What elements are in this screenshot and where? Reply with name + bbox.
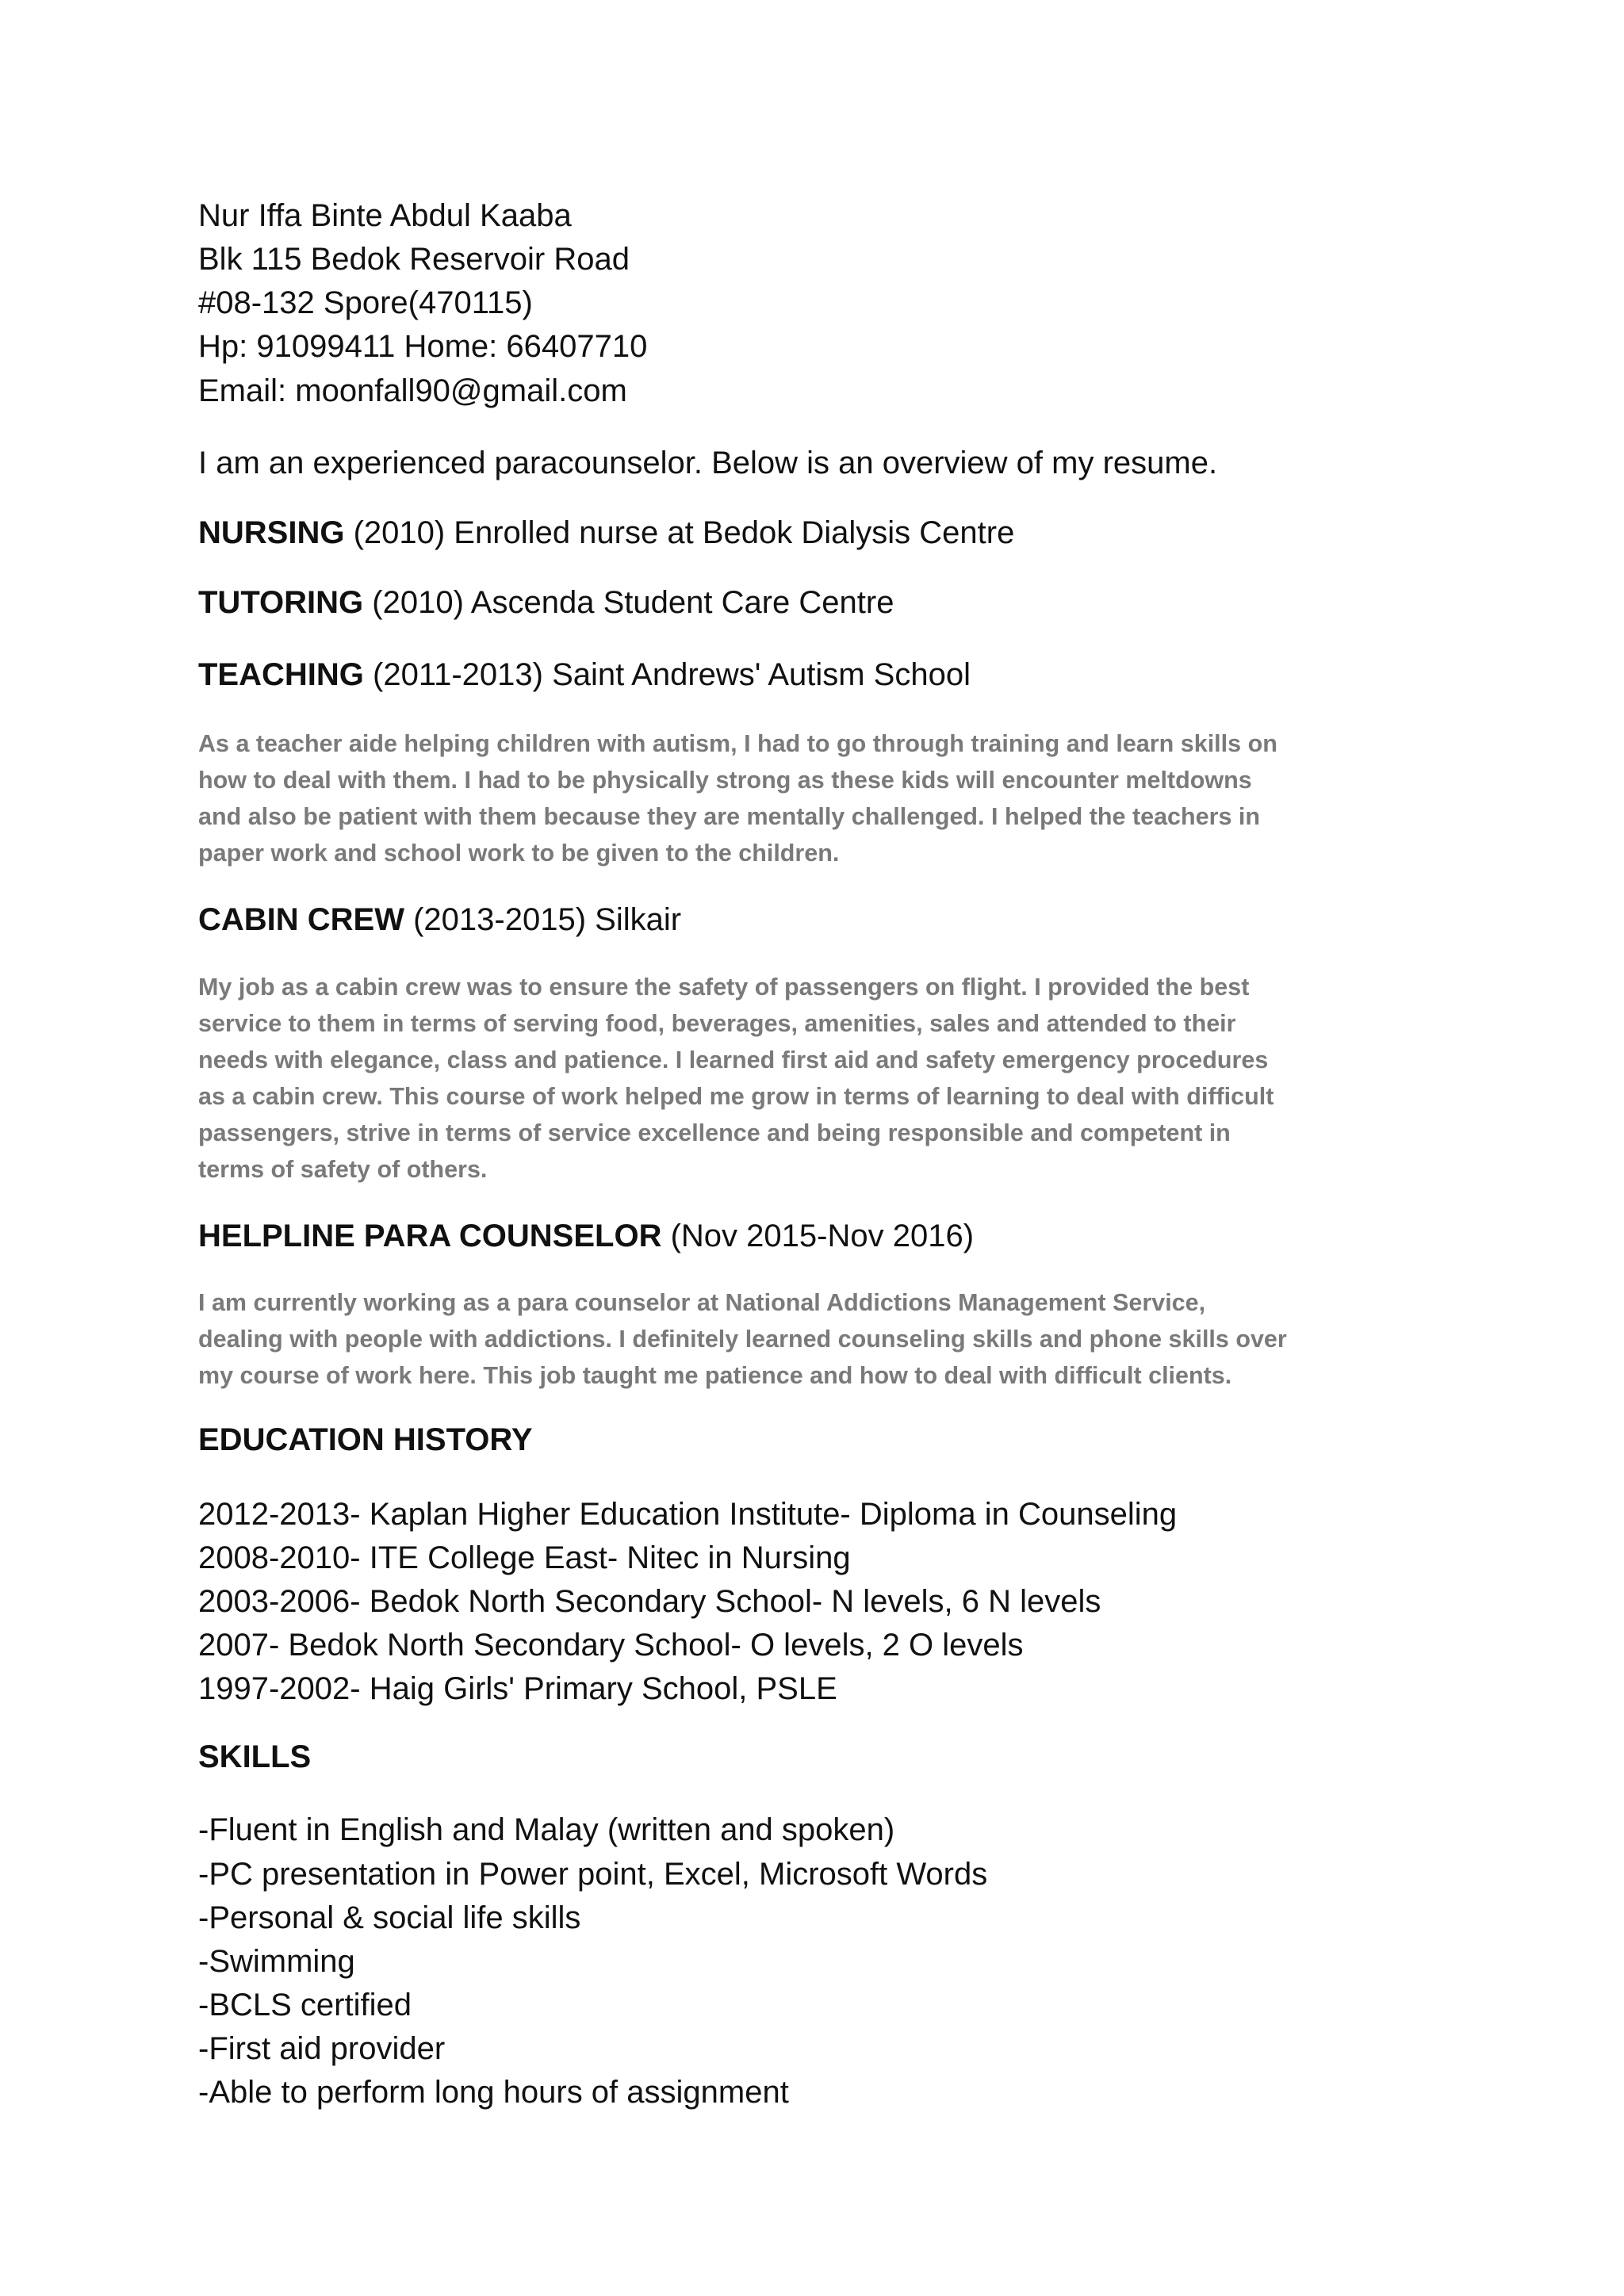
experience-helpline-description: [198, 1284, 1499, 1394]
experience-detail: (2010) Enrolled nurse at Bedok Dialysis Centre: [344, 515, 1015, 550]
resume-page: [198, 0, 1499, 2296]
skill-item: -Personal & social life skills: [198, 1900, 581, 1935]
education-item: 1997-2002- Haig Girls' Primary School, PSLE: [198, 1671, 837, 1706]
description-line: As a teacher aide helping children with autism, I had to go through training and learn skills on: [198, 730, 1277, 757]
description-line: as a cabin crew. This course of work helped me grow in terms of learning to deal with difficult: [198, 1083, 1274, 1110]
education-item: 2012-2013- Kaplan Higher Education Institute- Diploma in Counseling: [198, 1497, 1178, 1532]
skill-item: -BCLS certified: [198, 1988, 412, 2022]
experience-helpline-para-counselor: [198, 1218, 974, 1254]
experience-title: NURSING: [198, 515, 345, 550]
description-line: dealing with people with addictions. I definitely learned counseling skills and phone skills over: [198, 1326, 1287, 1353]
skill-item: -First aid provider: [198, 2031, 446, 2066]
skill-item: -Swimming: [198, 1944, 355, 1979]
skill-item: -Able to perform long hours of assignment: [198, 2075, 789, 2110]
description-line: I am currently working as a para counselor at National Addictions Management Service,: [198, 1289, 1206, 1316]
description-line: and also be patient with them because they are mentally challenged. I helped the teachers in: [198, 803, 1260, 830]
contact-email: Email: moonfall90@gmail.com: [198, 373, 627, 408]
experience-title: HELPLINE PARA COUNSELOR: [198, 1219, 662, 1253]
section-heading: SKILLS: [198, 1739, 312, 1774]
description-line: My job as a cabin crew was to ensure the safety of passengers on flight. I provided the best: [198, 974, 1250, 1001]
experience-title: TEACHING: [198, 657, 364, 692]
experience-title: TUTORING: [198, 585, 364, 620]
description-line: passengers, strive in terms of service excellence and being responsible and competent in: [198, 1119, 1231, 1146]
description-line: service to them in terms of serving food, beverages, amenities, sales and attended to their: [198, 1010, 1236, 1037]
skill-item: -PC presentation in Power point, Excel, Microsoft Words: [198, 1857, 988, 1892]
intro-text: I am an experienced paracounselor. Below is an overview of my resume.: [198, 446, 1218, 480]
description-line: terms of safety of others.: [198, 1156, 488, 1183]
description-line: my course of work here. This job taught me patience and how to deal with difficult clients.: [198, 1362, 1232, 1389]
experience-title: CABIN CREW: [198, 902, 404, 937]
education-item: 2008-2010- ITE College East- Nitec in Nursing: [198, 1540, 851, 1575]
description-line: how to deal with them. I had to be physically strong as these kids will encounter meltdowns: [198, 767, 1252, 794]
experience-nursing: [198, 515, 1014, 551]
experience-teaching-description: [198, 725, 1499, 871]
education-item: 2007- Bedok North Secondary School- O levels, 2 O levels: [198, 1628, 1024, 1663]
contact-name: Nur Iffa Binte Abdul Kaaba: [198, 198, 572, 233]
skills-heading: [198, 1739, 311, 1775]
experience-detail: (Nov 2015-Nov 2016): [661, 1219, 975, 1253]
education-heading: [198, 1422, 533, 1458]
experience-tutoring: [198, 584, 894, 621]
contact-phone: Hp: 91099411 Home: 66407710: [198, 329, 648, 364]
contact-address-line-2: #08-132 Spore(470115): [198, 285, 533, 320]
experience-teaching: [198, 656, 971, 693]
skill-item: -Fluent in English and Malay (written and spoken): [198, 1812, 895, 1847]
experience-cabin-crew-description: [198, 969, 1499, 1188]
experience-detail: (2010) Ascenda Student Care Centre: [363, 585, 894, 620]
description-line: paper work and school work to be given to the children.: [198, 840, 840, 867]
education-item: 2003-2006- Bedok North Secondary School- N levels, 6 N levels: [198, 1584, 1101, 1619]
experience-detail: (2011-2013) Saint Andrews' Autism School: [363, 657, 971, 692]
description-line: needs with elegance, class and patience. I learned first aid and safety emergency procedures: [198, 1047, 1269, 1073]
experience-detail: (2013-2015) Silkair: [404, 902, 682, 937]
contact-address-line-1: Blk 115 Bedok Reservoir Road: [198, 242, 630, 277]
experience-cabin-crew: [198, 901, 681, 938]
section-heading: EDUCATION HISTORY: [198, 1422, 533, 1457]
